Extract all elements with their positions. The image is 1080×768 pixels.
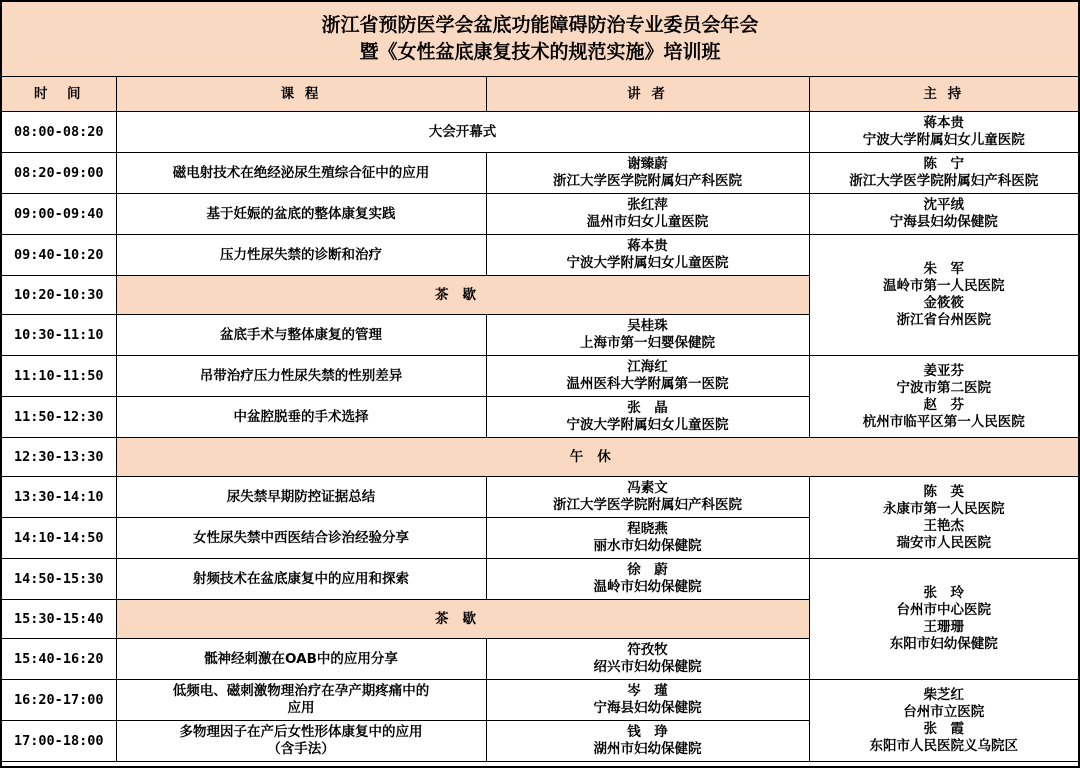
time-cell: 14:50-15:30: [2, 559, 116, 600]
speaker-name: 岑 瑾: [627, 683, 668, 699]
time-cell: 15:40-16:20: [2, 639, 116, 680]
speaker-cell: [486, 235, 809, 276]
speaker-org: 丽水市妇幼保健院: [593, 538, 702, 554]
time-cell: 11:50-12:30: [2, 397, 116, 438]
table-row: [2, 559, 1078, 600]
host-name: 张 玲: [923, 585, 964, 601]
table-row: [2, 477, 1078, 518]
table-row: [2, 153, 1078, 194]
host-cell: [809, 153, 1078, 194]
speaker-cell: [486, 721, 809, 762]
host-org: 台州市立医院: [903, 703, 985, 720]
time-cell: 10:20-10:30: [2, 276, 116, 315]
host-org: 温岭市第一人民医院: [883, 278, 1005, 294]
speaker-name: 程晓燕: [627, 521, 668, 537]
speaker-name: 钱 琤: [627, 724, 668, 740]
speaker-name: 蒋本贵: [627, 238, 668, 254]
host-name: 沈平绒: [923, 197, 964, 213]
tea-break-cell: 茶歇: [116, 276, 809, 315]
host-org: 瑞安市人民医院: [896, 534, 991, 551]
opening-cell: 大会开幕式: [116, 112, 809, 153]
host-org: 杭州市临平区第一人民医院: [862, 413, 1025, 430]
speaker-org: 湖州市妇幼保健院: [593, 741, 702, 757]
host-org: 浙江大学医学院附属妇产科医院: [849, 173, 1039, 189]
host-name: 王艳杰: [923, 517, 964, 534]
speaker-name: 吴桂珠: [627, 318, 668, 334]
topic-cell: 女性尿失禁中西医结合诊治经验分享: [116, 518, 486, 559]
table-row: [2, 235, 1078, 276]
table-row: [2, 194, 1078, 235]
host-name: 柴芝红: [923, 686, 964, 703]
lunch-break-cell: 午休: [116, 438, 1078, 477]
speaker-cell: [486, 518, 809, 559]
host-cell: [809, 356, 1078, 438]
host-cell: [809, 194, 1078, 235]
topic-cell: 磁电射技术在绝经泌尿生殖综合征中的应用: [116, 153, 486, 194]
title-line-1: 浙江省预防医学会盆底功能障碍防治专业委员会年会: [321, 14, 759, 36]
time-cell: 09:00-09:40: [2, 194, 116, 235]
time-cell: 11:10-11:50: [2, 356, 116, 397]
topic-cell: 中盆腔脱垂的手术选择: [116, 397, 486, 438]
host-name: 朱 军: [923, 261, 964, 277]
speaker-org: 宁海县妇幼保健院: [593, 700, 702, 716]
host-cell: [809, 112, 1078, 153]
topic-line: 应用: [287, 700, 315, 716]
topic-line: 低频电、磁刺激物理治疗在孕产期疼痛中的: [172, 683, 430, 699]
host-org: 宁海县妇幼保健院: [889, 214, 998, 230]
host-cell: [809, 559, 1078, 680]
header-time: 时 间: [2, 77, 116, 112]
speaker-org: 温岭市妇幼保健院: [593, 579, 702, 595]
topic-cell: 吊带治疗压力性尿失禁的性别差异: [116, 356, 486, 397]
time-cell: 17:00-18:00: [2, 721, 116, 762]
topic-line: （含手法）: [267, 741, 335, 757]
speaker-org: 温州医科大学附属第一医院: [566, 376, 729, 392]
time-cell: 10:30-11:10: [2, 315, 116, 356]
speaker-org: 绍兴市妇幼保健院: [593, 659, 702, 675]
table-row: [2, 356, 1078, 397]
table-row: [2, 680, 1078, 721]
title-line-2: 暨《女性盆底康复技术的规范实施》培训班: [359, 41, 721, 63]
speaker-cell: [486, 477, 809, 518]
topic-cell: [116, 680, 486, 721]
host-cell: [809, 680, 1078, 762]
host-org: 台州市中心医院: [896, 602, 991, 618]
speaker-cell: [486, 397, 809, 438]
time-cell: 08:20-09:00: [2, 153, 116, 194]
header-speaker: 讲 者: [486, 77, 809, 112]
speaker-cell: [486, 315, 809, 356]
host-name: 陈 英: [923, 483, 964, 500]
table-row: [2, 112, 1078, 153]
table-row: [2, 438, 1078, 477]
host-name: 金筱筱: [923, 295, 964, 311]
host-name: 张 霞: [923, 720, 964, 737]
speaker-name: 冯素文: [627, 480, 668, 496]
host-org: 宁波市第二医院: [896, 379, 991, 396]
topic-cell: 盆底手术与整体康复的管理: [116, 315, 486, 356]
speaker-cell: [486, 194, 809, 235]
time-cell: 13:30-14:10: [2, 477, 116, 518]
speaker-org: 宁波大学附属妇女儿童医院: [566, 255, 729, 271]
speaker-org: 浙江大学医学院附属妇产科医院: [553, 173, 742, 189]
speaker-org: 浙江大学医学院附属妇产科医院: [553, 497, 742, 513]
time-cell: 14:10-14:50: [2, 518, 116, 559]
time-cell: 16:20-17:00: [2, 680, 116, 721]
speaker-cell: [486, 680, 809, 721]
host-name: 姜亚芬: [923, 362, 964, 379]
header-host: 主 持: [809, 77, 1078, 112]
topic-cell: 骶神经刺激在OAB中的应用分享: [116, 639, 486, 680]
time-cell: 12:30-13:30: [2, 438, 116, 477]
host-name: 王珊珊: [923, 619, 964, 635]
speaker-org: 宁波大学附属妇女儿童医院: [566, 417, 729, 433]
speaker-cell: [486, 153, 809, 194]
speaker-cell: [486, 639, 809, 680]
topic-cell: [116, 721, 486, 762]
topic-cell: 压力性尿失禁的诊断和治疗: [116, 235, 486, 276]
speaker-org: 温州市妇女儿童医院: [586, 214, 709, 230]
host-name: 陈 宁: [923, 156, 964, 172]
host-org: 东阳市人民医院义乌院区: [869, 737, 1018, 754]
time-cell: 08:00-08:20: [2, 112, 116, 153]
topic-cell: 基于妊娠的盆底的整体康复实践: [116, 194, 486, 235]
speaker-name: 谢臻蔚: [627, 156, 668, 172]
time-cell: 09:40-10:20: [2, 235, 116, 276]
speaker-cell: [486, 559, 809, 600]
header-topic: 课 程: [116, 77, 486, 112]
host-org: 宁波大学附属妇女儿童医院: [862, 132, 1025, 148]
topic-line: 多物理因子在产后女性形体康复中的应用: [179, 724, 423, 740]
speaker-name: 张红萍: [627, 197, 668, 213]
host-org: 永康市第一人民医院: [883, 500, 1005, 517]
host-org: 东阳市妇幼保健院: [889, 636, 998, 652]
tea-break-cell: 茶歇: [116, 600, 809, 639]
host-name: 赵 芬: [923, 396, 964, 413]
title-band: [2, 2, 1078, 77]
time-cell: 15:30-15:40: [2, 600, 116, 639]
speaker-org: 上海市第一妇婴保健院: [580, 335, 715, 351]
schedule-table: [2, 77, 1078, 762]
speaker-name: 符孜牧: [627, 642, 668, 658]
host-cell: [809, 477, 1078, 559]
speaker-name: 张 晶: [627, 400, 668, 416]
topic-cell: 尿失禁早期防控证据总结: [116, 477, 486, 518]
host-name: 蒋本贵: [923, 115, 964, 131]
host-cell: [809, 235, 1078, 356]
host-org: 浙江省台州医院: [896, 312, 991, 328]
speaker-name: 徐 蔚: [627, 562, 668, 578]
topic-cell: 射频技术在盆底康复中的应用和探索: [116, 559, 486, 600]
speaker-name: 江海红: [627, 359, 668, 375]
speaker-cell: [486, 356, 809, 397]
